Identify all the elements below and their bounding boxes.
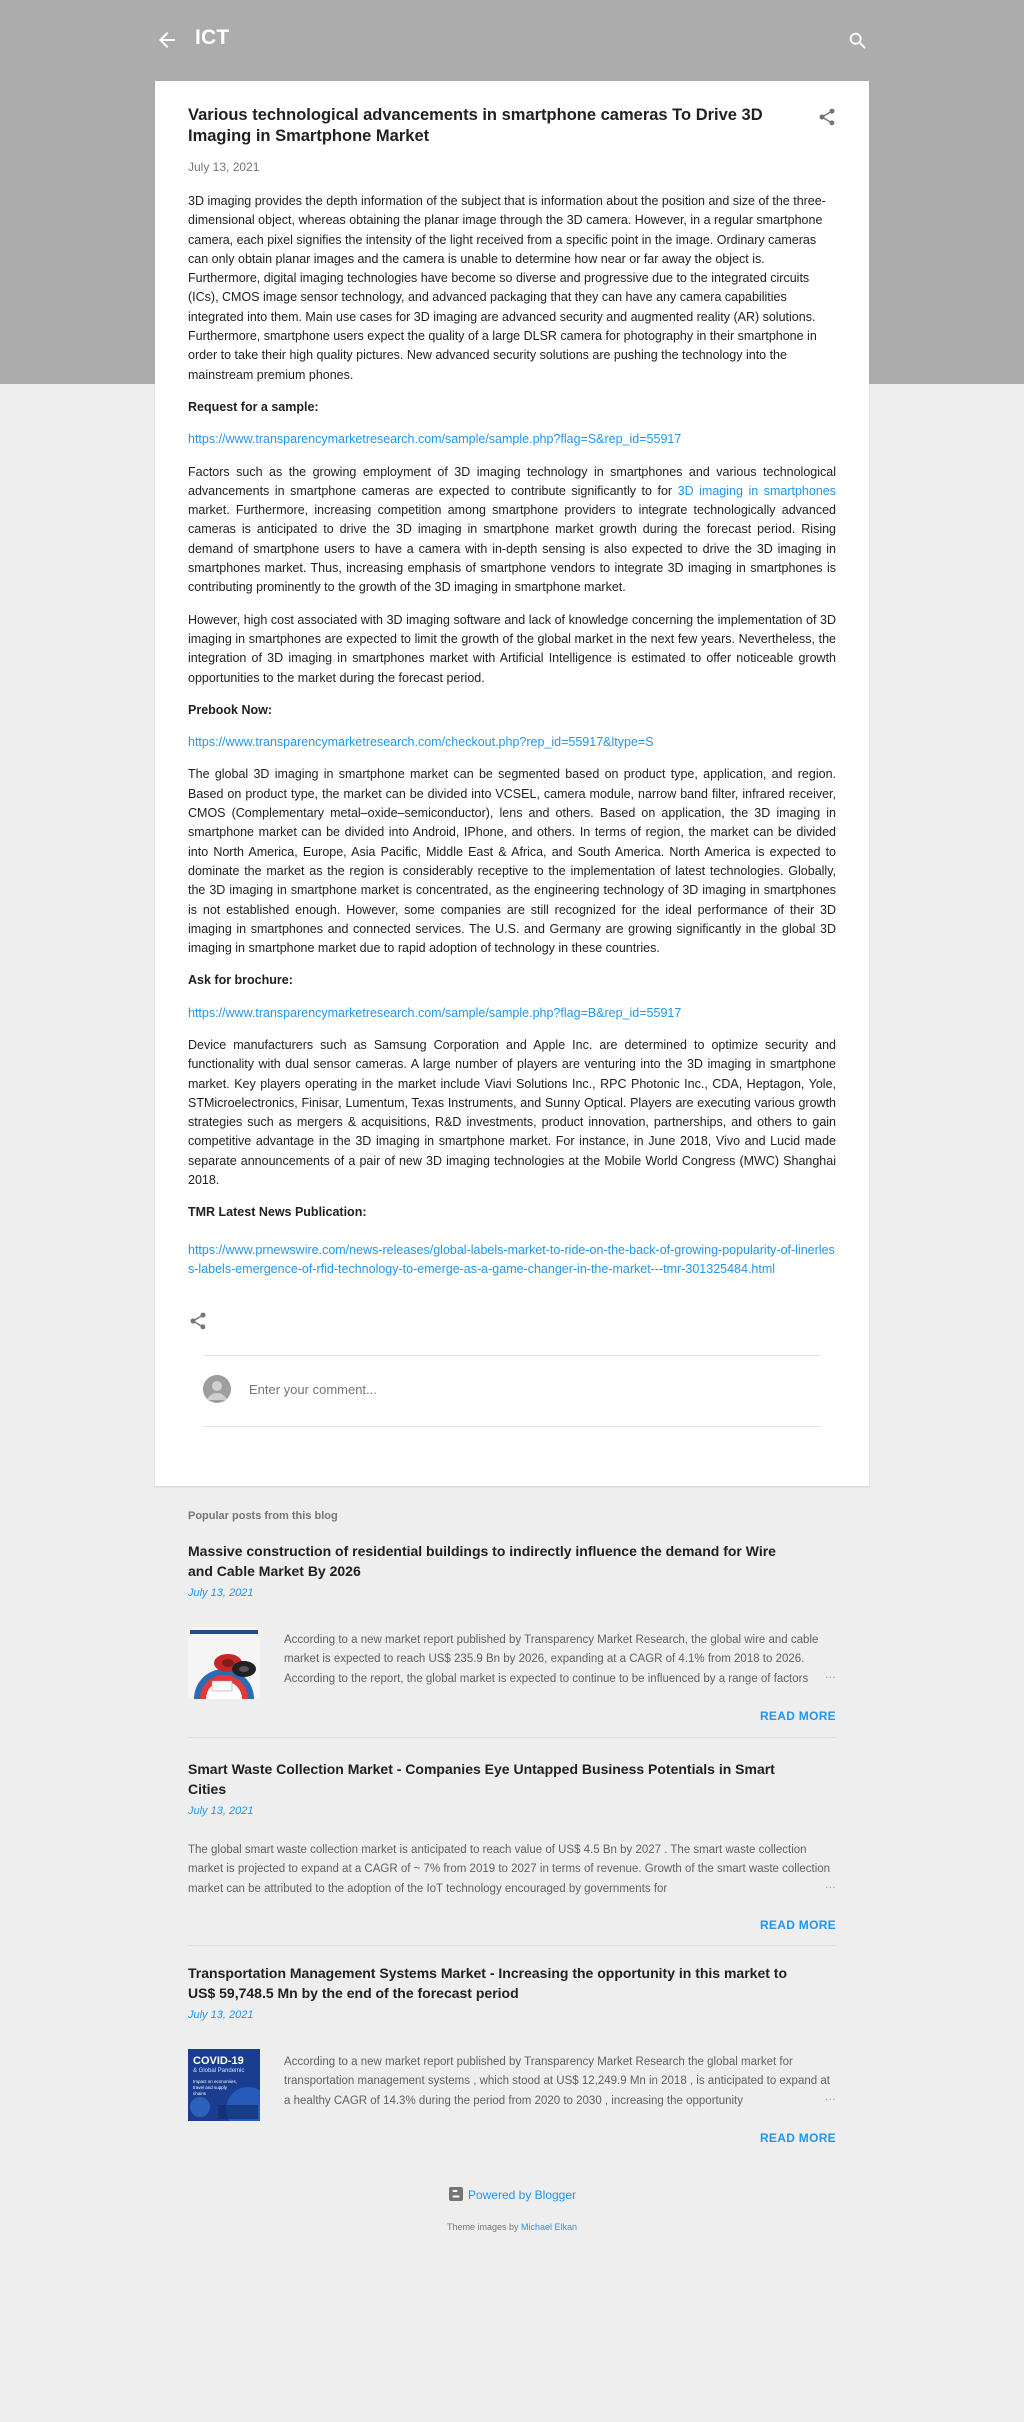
- blogger-icon: [448, 2186, 464, 2202]
- inline-market-link[interactable]: 3D imaging in smartphones: [677, 483, 836, 498]
- theme-author-link[interactable]: Michael Elkan: [521, 2222, 578, 2232]
- popular-post-title[interactable]: Transportation Management Systems Market - Increasing the opportunity in this market to US$ 59,748.5 Mn by the end of the forecast period: [188, 1965, 787, 2001]
- popular-post-snippet: According to a new market report published by Transparency Market Research, the global wire and cable market is expected to reach US$ 235.9 Bn by 2026, expanding at a CAGR of 4.1% from 2018 to 2026. According to the report, the global market is expected to continue to be influenced by a range of factors: [284, 1634, 819, 1685]
- paragraph-factors: [188, 463, 836, 598]
- paragraph-players: Device manufacturers such as Samsung Corporation and Apple Inc. are determined to optimize security and functionality with dual sensor cameras. A large number of players are venturing into the 3D imaging in smartphone market. Key players operating in the market include Viavi Solutions Inc., RPC Photonic Inc., CDA, Heptagon, Yole, STMicroelectronics, Finisar, Lumentum, Texas Instruments, and Sunny Optical. Players are executing various growth strategies such as mergers & acquisitions, R&D investments, product innovation, partnerships, and others to gain competitive advantage in the 3D imaging in smartphone market. For instance, in June 2018, Vivo and Lucid made separate announcements of a pair of new 3D imaging technologies at the Mobile World Congress (MWC) Shanghai 2018.: [188, 1037, 836, 1188]
- comment-box: [203, 1355, 820, 1427]
- sample-link[interactable]: https://www.transparencymarketresearch.com/sample/sample.php?flag=S&rep_id=55917: [188, 432, 682, 447]
- popular-post-thumbnail[interactable]: [188, 2049, 260, 2121]
- prebook-heading: Prebook Now:: [188, 702, 273, 717]
- news-heading: TMR Latest News Publication:: [188, 1205, 367, 1220]
- share-icon[interactable]: [188, 1311, 208, 1331]
- thumbnail-caption: Impact on economies, travel and supply chains: [193, 2079, 238, 2096]
- snippet-ellipsis: …: [817, 2091, 837, 2103]
- popular-post: [188, 1542, 836, 1738]
- paragraph-intro: 3D imaging provides the depth information of the subject that is information about the position and size of the three-dimensional object, whereas obtaining the planar image through the 3D camera. However, in a regular smartphone camera, each pixel signifies the intensity of the light received from a specific point in the image. Ordinary cameras can only obtain planar images and the camera is unable to determine how near or far away the object is. Furthermore, digital imaging technologies have become so diverse and progressive due to the integrated circuits (ICs), CMOS image sensor technology, and advanced packaging that they can have any camera capabilities integrated into them. Main use cases for 3D imaging are advanced security and augmented reality (AR) solutions. Furthermore, smartphone users expect the quality of a large DLSR camera for photography in their smartphone in order to take their high quality pictures. New advanced security solutions are pushing the technology into the mainstream premium phones.: [188, 194, 826, 382]
- sample-heading: Request for a sample:: [188, 399, 319, 414]
- popular-post-date[interactable]: July 13, 2021: [188, 1587, 254, 1599]
- popular-posts: [188, 1510, 836, 2144]
- search-icon[interactable]: [847, 30, 869, 52]
- post-card: [155, 81, 869, 1486]
- popular-post: [188, 1760, 836, 1946]
- popular-post-date[interactable]: July 13, 2021: [188, 2009, 254, 2021]
- powered-by[interactable]: [0, 2186, 1024, 2202]
- paragraph-factors-text: Factors such as the growing employment of 3D imaging technology in smartphones and various technological advancements in smartphone cameras are expected to contribute significantly to for: [188, 464, 836, 498]
- read-more-link[interactable]: READ MORE: [759, 2131, 836, 2145]
- snippet-ellipsis: …: [817, 1669, 837, 1681]
- post-body: [188, 192, 836, 1279]
- popular-post-snippet: According to a new market report published by Transparency Market Research the global market for transportation management systems , which stood at US$ 12,249.9 Mn in 2018 , is anticipated to expand at a healthy CAGR of 14.3% during the period from 2020 to 2030 , increasing the opportunity: [284, 2056, 830, 2107]
- popular-post-date[interactable]: July 13, 2021: [188, 1805, 254, 1817]
- thumbnail-caption: COVID-19: [193, 2055, 244, 2067]
- news-link[interactable]: https://www.prnewswire.com/news-releases/global-labels-market-to-ride-on-the-back-of-growing-popularity-of-linerless-labels-emergence-of-rfid-technology-to-emerge-as-a-game-changer-in-the-market---tmr-301325484.html: [188, 1242, 835, 1276]
- brochure-heading: Ask for brochure:: [188, 973, 293, 988]
- paragraph-restraints: However, high cost associated with 3D imaging software and lack of knowledge concerning the implementation of 3D imaging in smartphones are expected to limit the growth of the global market in the next few years. Nevertheless, the integration of 3D imaging in smartphones market with Artificial Intelligence is estimated to offer noticeable growth opportunities to the market during the forecast period.: [188, 612, 836, 685]
- post-content: [188, 105, 836, 1292]
- post-title: Various technological advancements in smartphone cameras To Drive 3D Imaging in Smartphone Market: [188, 106, 763, 145]
- popular-post-title[interactable]: Smart Waste Collection Market - Companies Eye Untapped Business Potentials in Smart Cities: [188, 1761, 775, 1797]
- arrow-left-icon[interactable]: [155, 28, 179, 52]
- popular-heading: Popular posts from this blog: [188, 1510, 338, 1522]
- thumbnail-caption: & Global Pandemic: [193, 2068, 245, 2074]
- popular-post: [188, 1964, 836, 2144]
- paragraph-segmentation: The global 3D imaging in smartphone market can be segmented based on product type, application, and region. Based on product type, the market can be divided into VCSEL, camera module, narrow band filter, infrared receiver, CMOS (Complementary metal–oxide–semiconductor), lens and others. Based on application, the 3D imaging in smartphone market can be divided into Android, IPhone, and others. In terms of region, the market can be divided into North America, Europe, Asia Pacific, Middle East & Africa, and South America. North America is expected to dominate the market as the region is considerably receptive to the implementation of latest technologies. Globally, the 3D imaging in smartphone market is concentrated, as the engineering technology of 3D imaging in smartphones is not established enough. However, some companies are still recognized for the ideal performance of their 3D imaging in smartphones and connected services. The U.S. and Germany are growing significantly in the global 3D imaging in smartphone market due to rapid adoption of technology in these countries.: [188, 767, 836, 956]
- blog-title[interactable]: ICT: [195, 26, 230, 49]
- paragraph-factors-text-rest: market. Furthermore, increasing competition among smartphone providers to integrate technologically advanced cameras is anticipated to drive the 3D imaging in smartphone market growth during the forecast period. Rising demand of smartphone users to have a camera with in-depth sensing is also expected to drive the 3D imaging in smartphones market. Thus, increasing emphasis of smartphone vendors to integrate 3D imaging in smartphones is contributing prominently to the growth of the 3D imaging in smartphone market.: [188, 503, 836, 595]
- share-icon[interactable]: [817, 107, 837, 127]
- read-more-link[interactable]: READ MORE: [759, 1918, 836, 1932]
- header-bar: [155, 20, 869, 60]
- powered-by-label[interactable]: Powered by Blogger: [467, 2188, 577, 2202]
- popular-post-snippet: The global smart waste collection market is anticipated to reach value of US$ 4.5 Bn by 2027 . The smart waste collection market is projected to expand at a CAGR of ~ 7% from 2019 to 2027 in terms of revenue. Growth of the smart waste collection market can be attributed to the adoption of the IoT technology encouraged by governments for: [188, 1844, 831, 1895]
- theme-credit: [0, 2222, 1024, 2232]
- popular-post-thumbnail[interactable]: [188, 1627, 260, 1699]
- prebook-link[interactable]: https://www.transparencymarketresearch.com/checkout.php?rep_id=55917&ltype=S: [188, 735, 654, 750]
- popular-post-title[interactable]: Massive construction of residential buildings to indirectly influence the demand for Wire and Cable Market By 2026: [188, 1543, 776, 1579]
- post-date: July 13, 2021: [188, 160, 260, 174]
- brochure-link[interactable]: https://www.transparencymarketresearch.com/sample/sample.php?flag=B&rep_id=55917: [188, 1005, 682, 1020]
- read-more-link[interactable]: READ MORE: [759, 1709, 836, 1723]
- avatar: [203, 1375, 231, 1403]
- comment-input[interactable]: [249, 1376, 809, 1402]
- theme-credit-prefix: Theme images by: [446, 2222, 521, 2232]
- snippet-ellipsis: …: [817, 1879, 837, 1891]
